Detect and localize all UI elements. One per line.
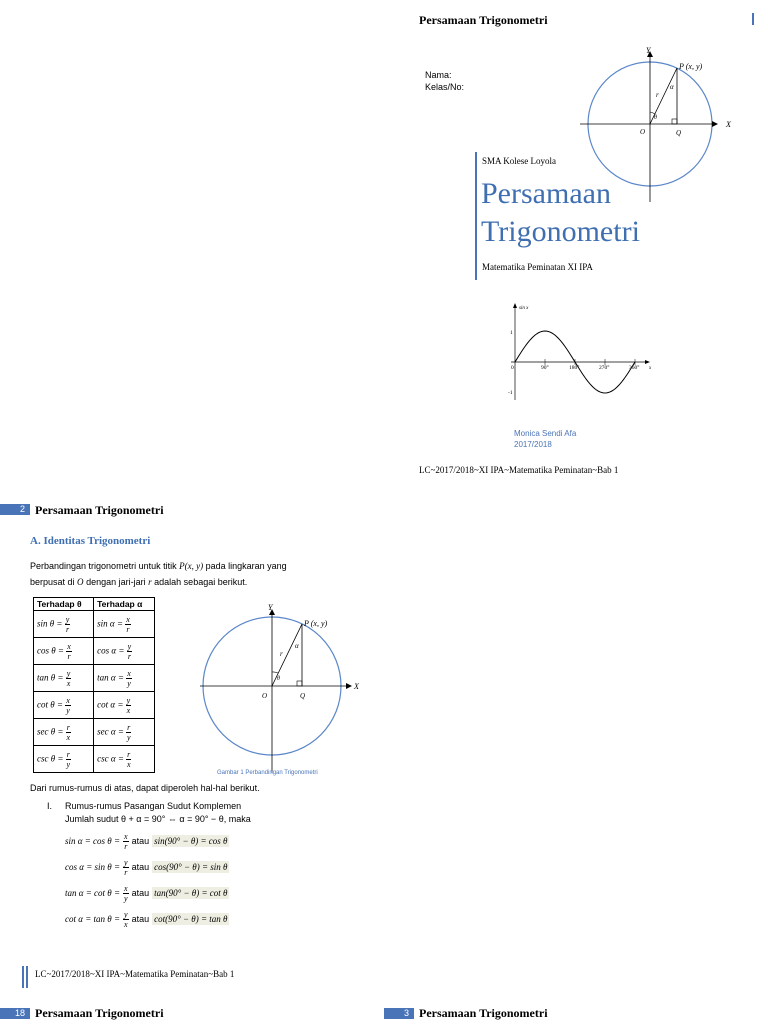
intro-paragraph	[30, 558, 360, 590]
ratio-label: cot θ =	[37, 699, 63, 710]
page18-header-title: Persamaan Trigonometri	[35, 1006, 164, 1020]
x-arrow	[346, 683, 352, 689]
denominator: x	[66, 732, 71, 742]
p-label: P (x, y)	[304, 619, 328, 628]
ratio-table	[33, 597, 155, 773]
intro-text-1: Perbandingan trigonometri untuk titik	[30, 561, 177, 571]
cover-form	[425, 69, 464, 93]
o-label: O	[262, 692, 268, 700]
ratio-label: cos α =	[97, 645, 125, 656]
atau-word: atau	[131, 914, 150, 924]
numerator: x	[124, 831, 128, 841]
y-label: Y	[268, 603, 273, 612]
r-label: r	[280, 650, 283, 658]
complement-equations	[65, 828, 229, 932]
atau-word: atau	[131, 862, 150, 872]
alpha-label: α	[670, 83, 674, 91]
numerator: x	[66, 695, 70, 705]
page2-footer: LC~2017/2018~XI IPA~Matematika Peminatan~Bab 1	[35, 969, 235, 979]
school-name: SMA Kolese Loyola	[482, 156, 556, 166]
numerator: y	[126, 695, 131, 705]
after-table-text: Dari rumus-rumus di atas, dapat diperoleh hal-hal berikut.	[30, 783, 260, 793]
cover-header-marker	[752, 13, 754, 25]
sum-line: Jumlah sudut θ + α = 90° ⇔ α = 90° − θ, maka	[65, 814, 251, 824]
page2-number: 2	[0, 504, 30, 515]
sine-minus-one: -1	[508, 390, 513, 396]
q-label: Q	[300, 692, 306, 700]
ratio-label: sin α =	[97, 618, 123, 629]
ratio-label: sec α =	[97, 726, 124, 737]
y-label: Y	[646, 46, 651, 55]
x-arrow	[712, 121, 718, 127]
cover-title-line-1: Persamaan	[481, 177, 611, 210]
theta-label: θ	[277, 676, 280, 682]
alpha-cell	[94, 638, 155, 665]
intro-line-1	[30, 558, 360, 574]
theta-cell	[34, 692, 94, 719]
numerator: x	[67, 641, 71, 651]
alpha-cell	[94, 692, 155, 719]
numerator: y	[124, 909, 128, 919]
denominator: r	[127, 651, 132, 661]
page3-number: 3	[384, 1008, 414, 1019]
equation-fraction	[123, 832, 129, 851]
cover-footer: LC~2017/2018~XI IPA~Matematika Peminatan~Bab 1	[419, 465, 619, 475]
equation-left: sin α = cos θ =	[65, 836, 121, 846]
ratio-fraction	[65, 615, 71, 634]
figure-caption: Gambar 1 Perbandingan Trigonometri	[217, 770, 318, 776]
ratio-fraction	[66, 642, 72, 661]
ratio-label: csc θ =	[37, 753, 64, 764]
numerator: y	[124, 857, 128, 867]
ratio-label: sin θ =	[37, 618, 63, 629]
sine-90: 90°	[541, 365, 549, 371]
numerator: r	[66, 749, 70, 759]
right-angle-mark	[672, 119, 677, 124]
sine-x-arrow	[645, 360, 650, 364]
numerator: r	[127, 749, 131, 759]
list-marker: I.	[47, 801, 53, 811]
denominator: x	[66, 678, 71, 688]
denominator: y	[126, 732, 131, 742]
numerator: r	[127, 722, 131, 732]
sine-y-arrow	[513, 303, 517, 308]
ratio-fraction	[126, 723, 131, 742]
intro-text-4: dengan jari-jari	[86, 577, 146, 587]
numerator: r	[66, 722, 70, 732]
equation-row	[65, 880, 229, 906]
alpha-label: α	[295, 642, 299, 650]
theta-arc	[272, 672, 278, 673]
right-angle-mark	[297, 681, 302, 686]
table-row	[34, 692, 155, 719]
ratio-label: csc α =	[97, 753, 124, 764]
equation-row	[65, 906, 229, 932]
table-row	[34, 611, 155, 638]
alpha-cell	[94, 746, 155, 773]
page2-header-title: Persamaan Trigonometri	[35, 503, 164, 517]
q-label: Q	[676, 129, 682, 137]
equation-right: sin(90° − θ) = cos θ	[154, 836, 228, 846]
alpha-cell	[94, 719, 155, 746]
section-title: A. Identitas Trigonometri	[30, 535, 151, 547]
equation-row	[65, 828, 229, 854]
equation-right: tan(90° − θ) = cot θ	[154, 888, 228, 898]
footer-bar-1	[22, 966, 24, 988]
page18-number: 18	[0, 1008, 30, 1019]
theta-cell	[34, 719, 94, 746]
alpha-cell	[94, 665, 155, 692]
numerator: y	[66, 668, 71, 678]
ratio-label: tan θ =	[37, 672, 64, 683]
intro-line-2	[30, 574, 360, 590]
sine-xlabel: x	[649, 366, 652, 371]
theta-cell	[34, 611, 94, 638]
theta-arc	[650, 112, 655, 114]
sine-one: 1	[510, 330, 513, 336]
intro-r: r	[148, 577, 152, 587]
denominator: x	[126, 759, 131, 769]
ratio-fraction	[66, 723, 71, 742]
ratio-label: cos θ =	[37, 645, 64, 656]
table-header-row	[34, 598, 155, 611]
ratio-fraction	[126, 696, 132, 715]
denominator: r	[124, 867, 128, 877]
ratio-fraction	[66, 750, 71, 769]
denominator: x	[126, 705, 131, 715]
cover-subtitle: Matematika Peminatan XI IPA	[482, 262, 593, 272]
intro-text-5: adalah sebagai berikut.	[154, 577, 248, 587]
theta-cell	[34, 665, 94, 692]
intro-o: O	[77, 577, 84, 587]
cover-main-title	[481, 175, 640, 251]
ratio-fraction	[65, 696, 71, 715]
equation-right: cos(90° − θ) = sin θ	[154, 862, 228, 872]
equation-left: cos α = sin θ =	[65, 862, 121, 872]
sine-270: 270°	[599, 365, 610, 371]
cover-title-bar	[475, 152, 477, 280]
sine-180: 180°	[569, 365, 580, 371]
numerator: x	[126, 614, 130, 624]
denominator: y	[66, 705, 70, 715]
x-label: X	[354, 682, 359, 691]
numerator: x	[124, 883, 128, 893]
footer-bar-2	[26, 966, 28, 988]
theta-cell	[34, 638, 94, 665]
numerator: y	[65, 614, 70, 624]
denominator: y	[124, 893, 128, 903]
atau-word: atau	[131, 836, 150, 846]
ratio-label: cot α =	[97, 699, 124, 710]
name-label: Nama:	[425, 70, 452, 80]
page3-header-title: Persamaan Trigonometri	[419, 1006, 548, 1020]
p-label: P (x, y)	[679, 62, 703, 71]
o-label: O	[640, 128, 646, 136]
r-label: r	[656, 91, 659, 99]
theta-cell	[34, 746, 94, 773]
denominator: y	[66, 759, 71, 769]
sine-graph	[503, 300, 653, 404]
cover-author-block	[514, 428, 576, 450]
class-label: Kelas/No:	[425, 82, 465, 92]
table-row	[34, 719, 155, 746]
alpha-cell	[94, 611, 155, 638]
author-year: 2017/2018	[514, 440, 552, 449]
cover-title-line-2: Trigonometri	[481, 215, 640, 248]
ratio-fraction	[126, 669, 132, 688]
header-theta: Terhadap θ	[34, 598, 94, 611]
sine-zero: 0	[511, 365, 514, 371]
ratio-fraction	[127, 642, 133, 661]
denominator: r	[65, 624, 70, 634]
theta-label: θ	[654, 115, 657, 121]
intro-text-2: pada lingkaran yang	[205, 561, 287, 571]
numerator: x	[127, 668, 131, 678]
sine-360: 360°	[629, 365, 640, 371]
x-label: X	[726, 120, 731, 129]
table-row	[34, 746, 155, 773]
denominator: r	[67, 651, 71, 661]
ratio-label: sec θ =	[37, 726, 64, 737]
equation-fraction	[123, 884, 129, 903]
ratio-fraction	[66, 669, 72, 688]
sine-ylabel: sin x	[519, 306, 529, 311]
equation-row	[65, 854, 229, 880]
page2-unit-circle-diagram	[196, 598, 371, 773]
cover-header-title: Persamaan Trigonometri	[419, 13, 548, 27]
denominator: x	[124, 919, 128, 929]
header-alpha: Terhadap α	[94, 598, 155, 611]
denominator: r	[124, 841, 128, 851]
denominator: y	[127, 678, 131, 688]
atau-word: atau	[131, 888, 150, 898]
equation-fraction	[123, 858, 129, 877]
denominator: r	[126, 624, 130, 634]
list-title: Rumus-rumus Pasangan Sudut Komplemen	[65, 801, 242, 811]
ratio-label: tan α =	[97, 672, 124, 683]
author-name: Monica Sendi Afa	[514, 429, 577, 438]
intro-text-3: berpusat di	[30, 577, 75, 587]
equation-fraction	[123, 910, 129, 929]
equation-left: tan α = cot θ =	[65, 888, 121, 898]
equation-left: cot α = tan θ =	[65, 914, 121, 924]
table-row	[34, 638, 155, 665]
table-row	[34, 665, 155, 692]
ratio-fraction	[126, 750, 131, 769]
equation-right: cot(90° − θ) = tan θ	[154, 914, 228, 924]
ratio-fraction	[125, 615, 131, 634]
numerator: y	[127, 641, 132, 651]
intro-point: P(x, y)	[179, 561, 204, 571]
